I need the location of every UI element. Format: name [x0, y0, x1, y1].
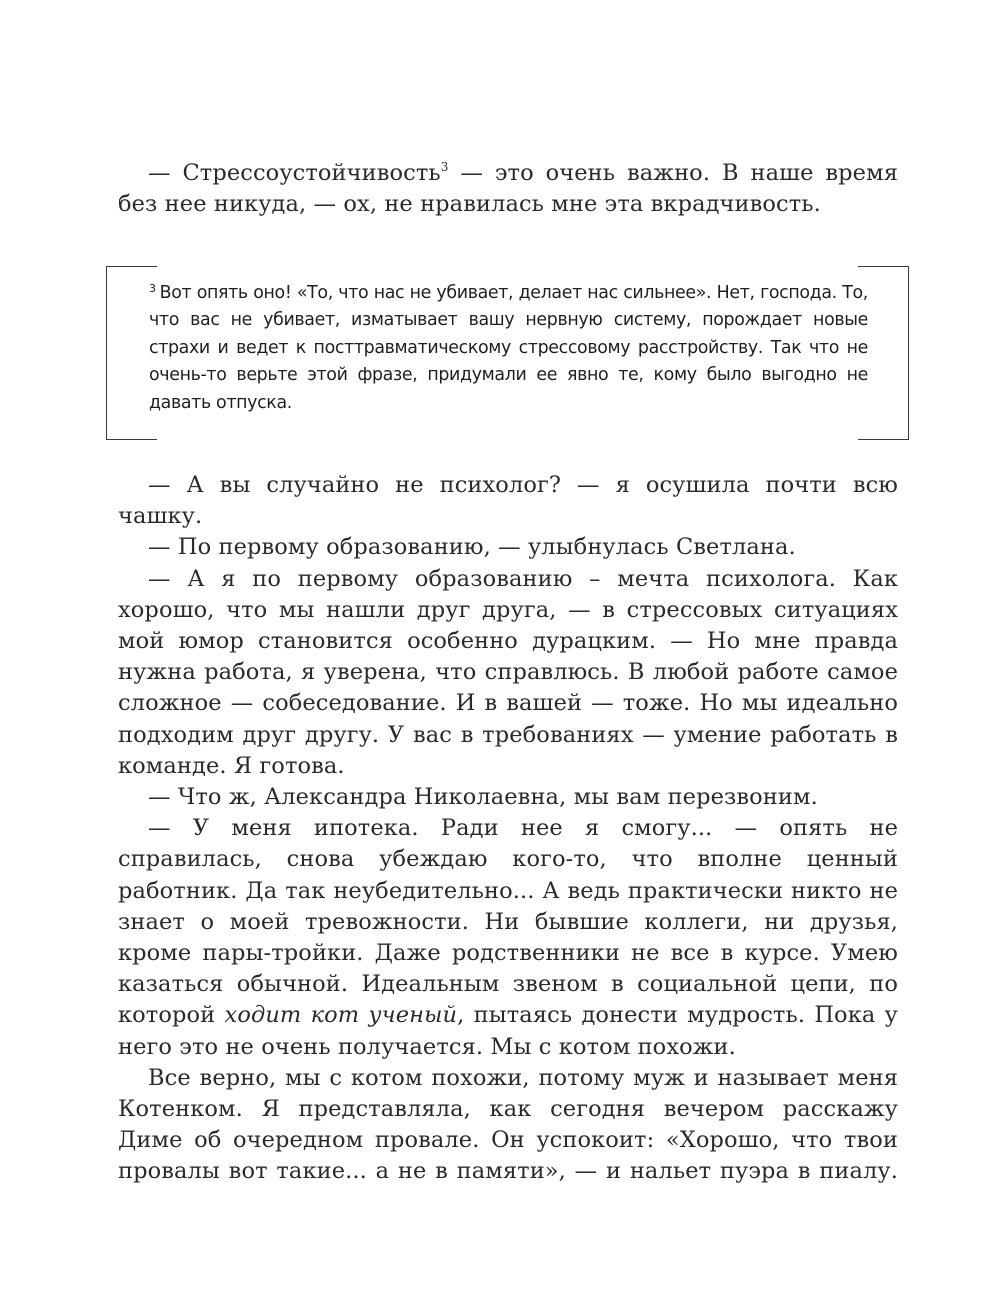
paragraph-text: — это очень важно. В наше время без нее никуда, — ох, не нравилась мне эта вкрадчивость. [118, 160, 898, 218]
footnote-number: 3 [149, 282, 156, 295]
paragraph: — А я по первому образованию – мечта психолога. Как хорошо, что мы нашли друг друга, — в стрессовых ситуациях мой юмор становится особенно дурацким. — Но мне правда нужна работа, я уверена, что справлюсь. В любой работе самое сложное — собеседование. И в вашей — тоже. Но мы идеально подходим друг другу. У вас в требованиях — умение работать в команде. Я готова. [118, 565, 898, 779]
footnote-body: Вот опять оно! «То, что нас не убивает, делает нас сильнее». Нет, господа. То, что вас не убивает, изматывает вашу нервную систему, порождает новые страхи и ведет к посттравматическому стрессовому расстройству. Так что не очень-то верьте этой фразе, придумали ее явно те, кому было выгодно не давать отпуска. [149, 283, 868, 413]
main-text [118, 470, 898, 1188]
paragraph: — А вы случайно не психолог? — я осушила почти всю чашку. [118, 472, 898, 530]
paragraph-text: , пытаясь донести мудрость. Пока у него это не очень получается. Мы с котом похожи. [118, 1002, 898, 1060]
paragraph-text: — У меня ипотека. Ради нее я смогу... — опять не справилась, снова убеждаю кого-то, что вполне ценный работник. Да так неубедительно... А ведь практически никто не знает о моей тревожности. Ни бывшие коллеги, ни друзья, кроме пары-тройки. Даже родственники не все в курсе. Умею казаться обычной. Идеальным звеном в социальной цепи, по которой [118, 815, 898, 1029]
italic-phrase: ходит кот ученый [224, 1002, 458, 1029]
opening-paragraph [118, 158, 898, 220]
paragraph-ipoteka [118, 813, 898, 1063]
footnote-text [149, 280, 868, 417]
paragraph: — По первому образованию, — улыбнулась Светлана. [148, 534, 796, 561]
paragraph-last: Все верно, мы с котом похожи, потому муж и называет меня Котенком. Я представляла, как сегодня вечером расскажу Диме об очередном провале. Он успокоит: «Хорошо, что твои провалы вот такие... а не в памяти», — и нальет пуэра в пиалу. [118, 1064, 898, 1185]
paragraph-text: — Стрессоустойчивость [148, 160, 441, 186]
footnote-box [106, 266, 909, 440]
paragraph-stress [118, 158, 898, 220]
paragraph: — Что ж, Александра Николаевна, мы вам перезвоним. [148, 784, 818, 811]
footnote-reference[interactable]: 3 [440, 160, 449, 174]
